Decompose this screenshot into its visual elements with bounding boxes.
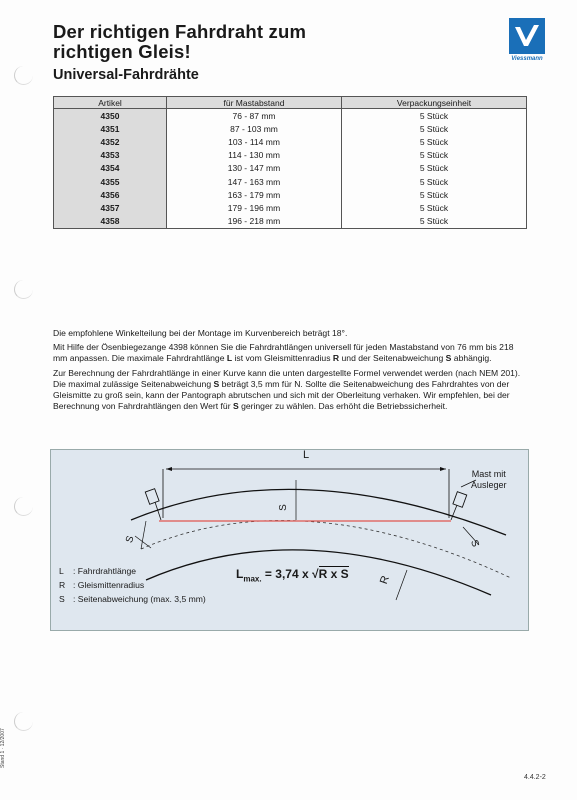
cell-packaging: 5 Stück xyxy=(342,215,527,229)
paragraph: Zur Berechnung der Fahrdrahtlänge in einer Kurve kann die unten dargestellte Formel verwendet werden (nach NEM 201). Die maximal zulässige Seitenabweichung S beträgt 3,5 mm für N. Sollte die Seitenabweichung des Fahrdrahtes von der Gleismitte zu groß sein, kann der Pantograph abrutschen und sich mit der Oberleitung verhaken. Wir empfehlen, bei der Berechnung von Fahrdrahtlängen den Wert für S geringer zu wählen. Das erhöht die Betriebssicherheit. xyxy=(53,367,521,412)
table-row xyxy=(54,109,527,123)
table-header-row xyxy=(54,97,527,109)
table-row xyxy=(54,175,527,188)
page-title: Der richtigen Fahrdraht zum richtigen Gleis! xyxy=(53,21,307,62)
outer-rail xyxy=(131,489,506,535)
table-row xyxy=(54,188,527,201)
table-row xyxy=(54,201,527,214)
table-row xyxy=(54,162,527,175)
page-number: 4.4.2-2 xyxy=(524,774,546,781)
punch-hole xyxy=(14,497,33,516)
column-header: Artikel xyxy=(54,97,167,109)
cell-packaging: 5 Stück xyxy=(342,122,527,135)
cell-distance: 196 - 218 mm xyxy=(167,215,342,229)
cell-packaging: 5 Stück xyxy=(342,201,527,214)
formula: $L_{max.} = 3,74$ x √R x S xyxy=(236,567,349,584)
cell-article: 4352 xyxy=(54,135,167,148)
table-row xyxy=(54,122,527,135)
cell-distance: 163 - 179 mm xyxy=(167,188,342,201)
logo-text: Viessmann xyxy=(511,56,543,62)
catenary-diagram xyxy=(50,449,529,631)
cell-packaging: 5 Stück xyxy=(342,188,527,201)
column-header: Verpackungseinheit xyxy=(342,97,527,109)
label-S-left: S xyxy=(124,534,137,545)
legend-item: S : Seitenabweichung (max. 3,5 mm) xyxy=(59,594,206,604)
legend-item: L : Fahrdrahtlänge xyxy=(59,566,137,576)
label-R: R xyxy=(377,574,392,586)
revision-note: Stand 1 · 12/2007 xyxy=(0,728,6,768)
section-title: Universal-Fahrdrähte xyxy=(53,67,199,83)
cell-article: 4356 xyxy=(54,188,167,201)
product-table xyxy=(53,96,527,229)
cell-article: 4354 xyxy=(54,162,167,175)
cell-article: 4355 xyxy=(54,175,167,188)
label-L: L xyxy=(303,449,310,461)
label-S-center: S xyxy=(277,504,289,511)
s-dimension-left-line xyxy=(141,521,146,549)
cell-distance: 87 - 103 mm xyxy=(167,122,342,135)
radius-line xyxy=(396,570,407,600)
cell-distance: 130 - 147 mm xyxy=(167,162,342,175)
punch-hole xyxy=(14,280,33,299)
cell-distance: 76 - 87 mm xyxy=(167,109,342,123)
table-row xyxy=(54,135,527,148)
cell-article: 4353 xyxy=(54,149,167,162)
cell-packaging: 5 Stück xyxy=(342,175,527,188)
paragraph: Die empfohlene Winkelteilung bei der Montage im Kurvenbereich beträgt 18°. xyxy=(53,328,348,338)
mast-icon xyxy=(145,489,159,505)
punch-hole xyxy=(14,712,33,731)
table-row xyxy=(54,149,527,162)
punch-hole xyxy=(14,66,33,85)
cell-article: 4358 xyxy=(54,215,167,229)
cell-article: 4351 xyxy=(54,122,167,135)
cell-distance: 103 - 114 mm xyxy=(167,135,342,148)
legend-item: R : Gleismittenradius xyxy=(59,580,145,590)
mast-icon xyxy=(453,492,467,508)
cell-article: 4357 xyxy=(54,201,167,214)
cell-distance: 179 - 196 mm xyxy=(167,201,342,214)
column-header: für Mastabstand xyxy=(167,97,342,109)
cell-distance: 147 - 163 mm xyxy=(167,175,342,188)
cell-packaging: 5 Stück xyxy=(342,109,527,123)
description-text xyxy=(53,328,529,415)
diagram-legend xyxy=(59,564,206,606)
label-S-right: S xyxy=(468,538,481,549)
cell-packaging: 5 Stück xyxy=(342,162,527,175)
cell-packaging: 5 Stück xyxy=(342,149,527,162)
cell-article: 4350 xyxy=(54,109,167,123)
table-row xyxy=(54,215,527,229)
cell-distance: 114 - 130 mm xyxy=(167,149,342,162)
paragraph: Mit Hilfe der Ösenbiegezange 4398 können Sie die Fahrdrahtlängen universell für jeden Mastabstand von 76 mm bis 218 mm anpassen. Die maximale Fahrdrahtlänge L ist vom Gleismittenradius R und der Seitenabweichung S abhängig. xyxy=(53,342,514,364)
mast-label: Mast mit Ausleger xyxy=(471,469,507,490)
viessmann-logo-icon xyxy=(509,18,545,54)
cell-packaging: 5 Stück xyxy=(342,135,527,148)
